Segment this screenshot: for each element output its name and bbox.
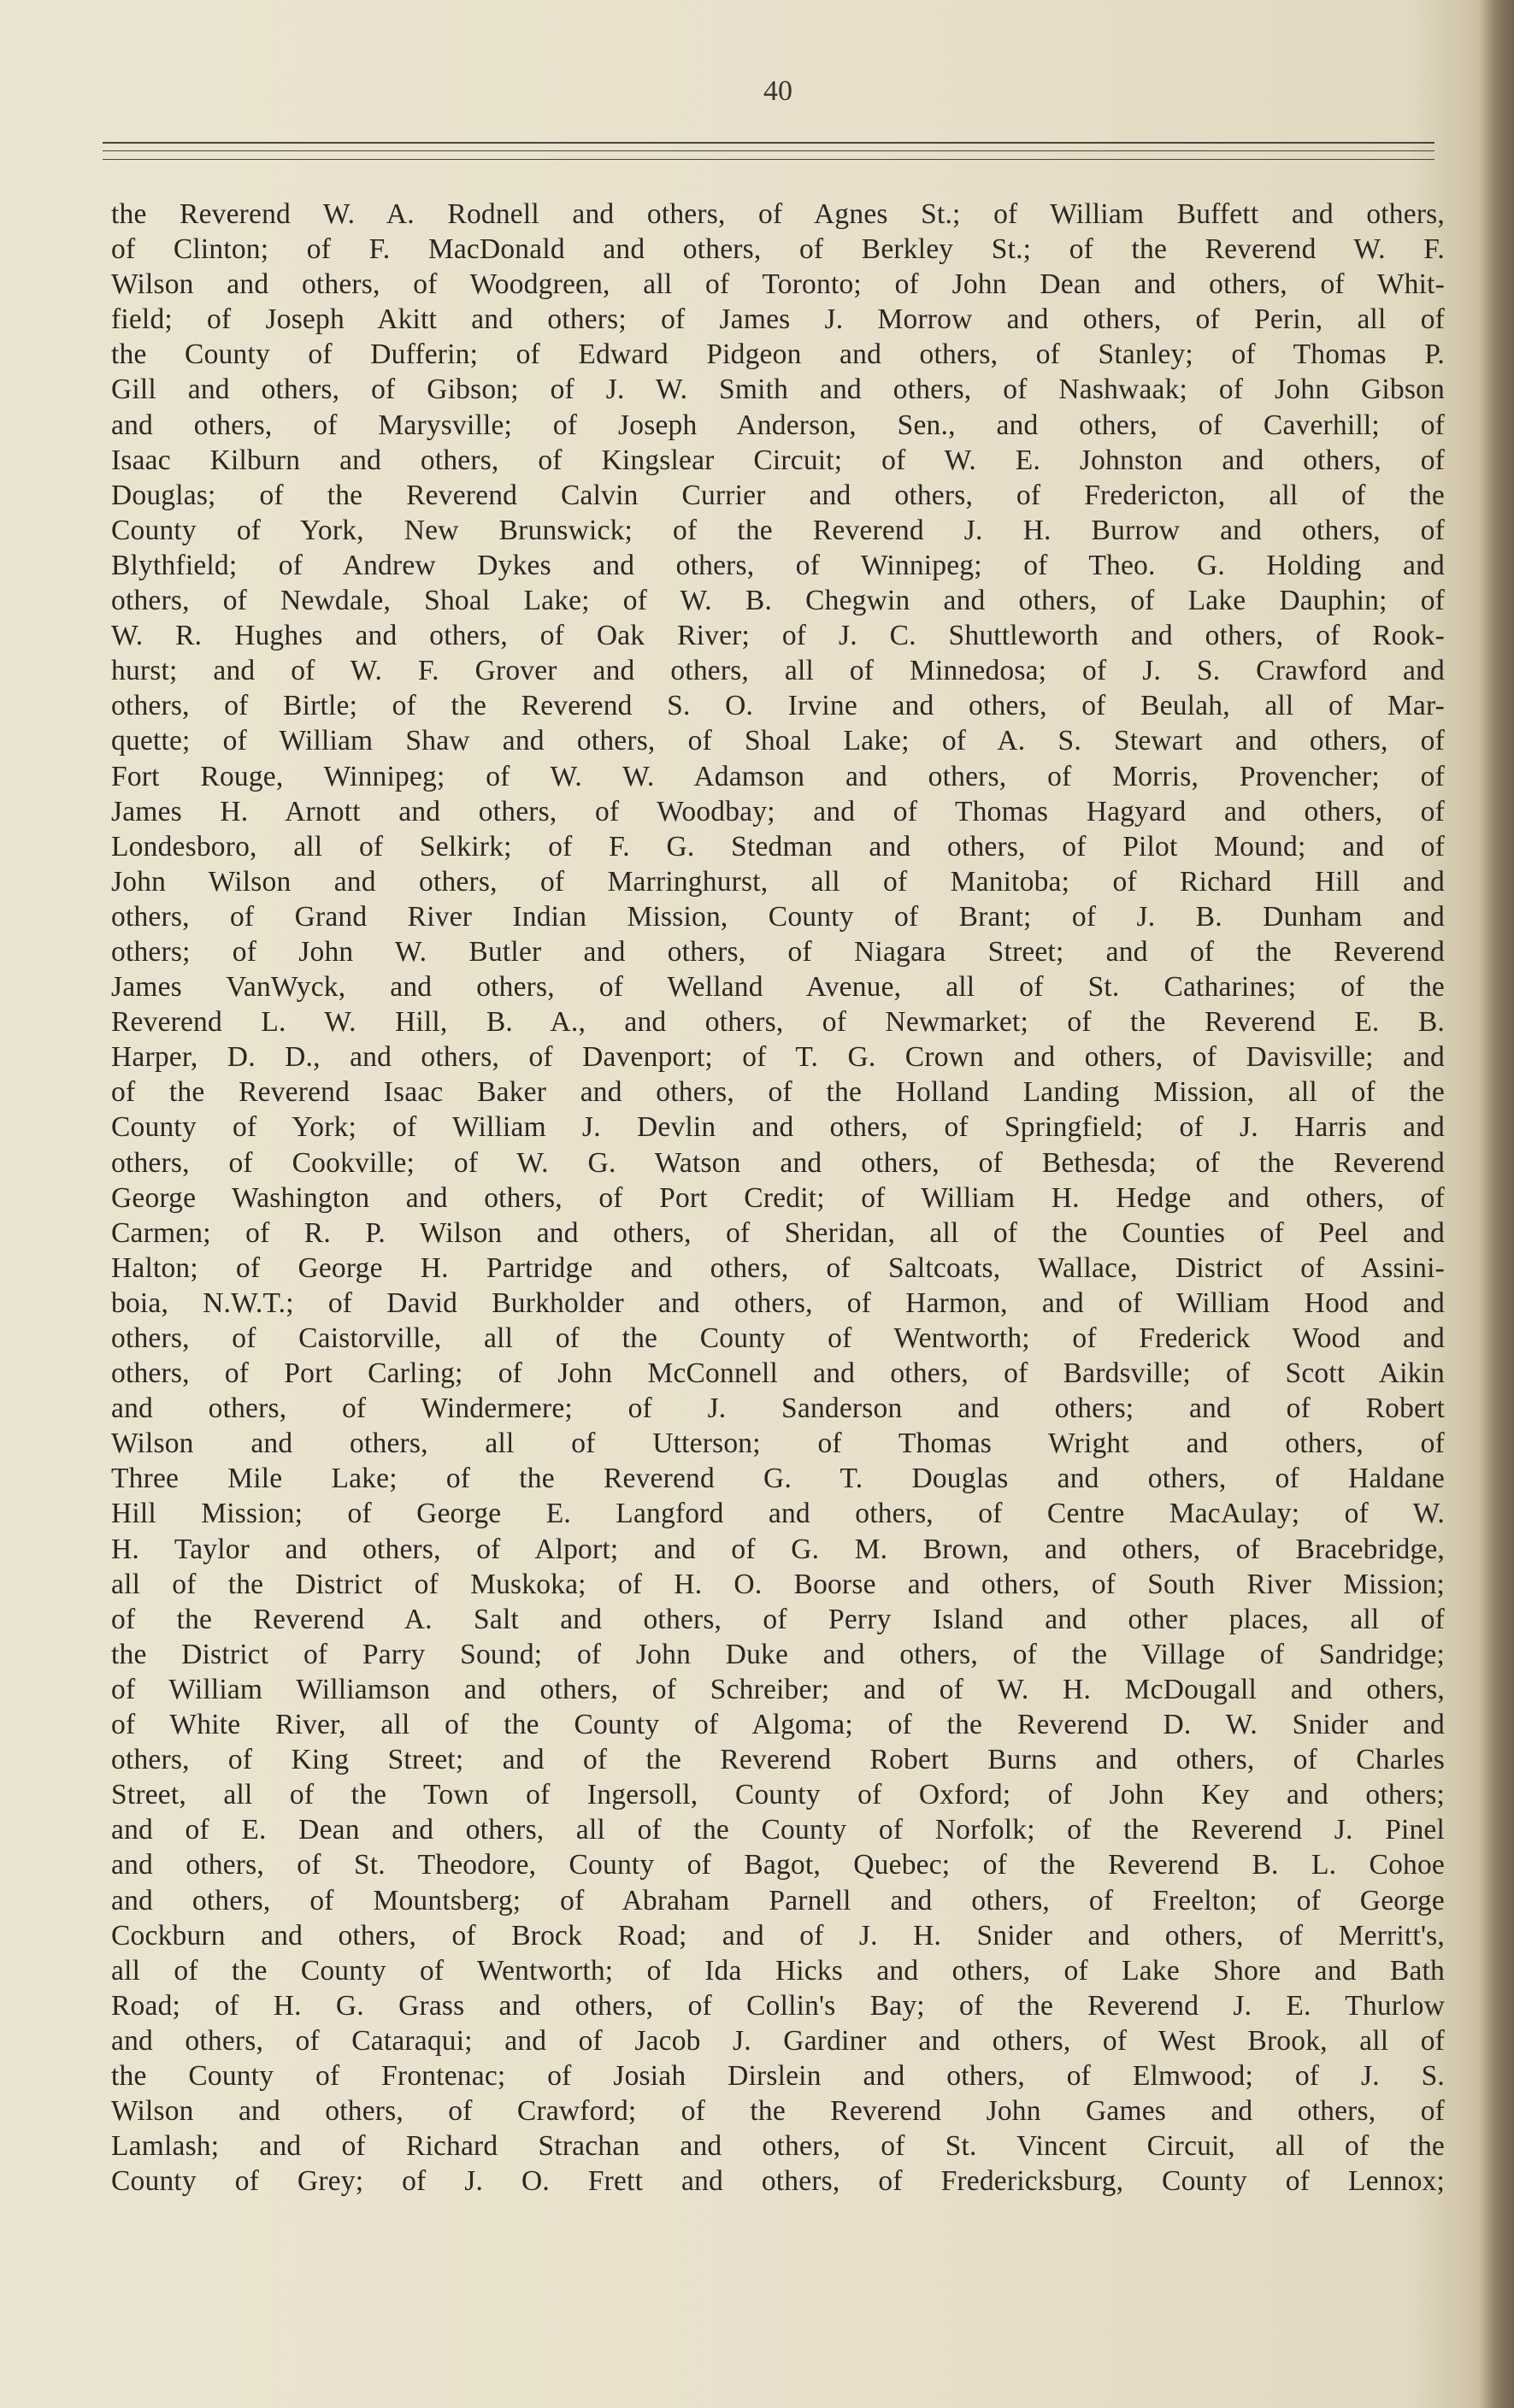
text-line: others, of Port Carling; of John McConnell and others, of Bardsville; of Scott Aikin bbox=[111, 1357, 1445, 1390]
text-line: W. R. Hughes and others, of Oak River; of J. C. Shuttleworth and others, of Rook- bbox=[111, 620, 1445, 652]
header-rule-top bbox=[103, 142, 1434, 144]
text-line: Street, all of the Town of Ingersoll, County of Oxford; of John Key and others; bbox=[111, 1779, 1445, 1811]
text-line: quette; of William Shaw and others, of Shoal Lake; of A. S. Stewart and others, of bbox=[111, 725, 1445, 757]
text-line: of the Reverend Isaac Baker and others, of the Holland Landing Mission, all of the bbox=[111, 1076, 1445, 1109]
text-line: Wilson and others, of Crawford; of the Reverend John Games and others, of bbox=[111, 2095, 1445, 2128]
text-line: the Reverend W. A. Rodnell and others, of Agnes St.; of William Buffett and others, bbox=[111, 198, 1445, 230]
text-line: of William Williamson and others, of Schreiber; and of W. H. McDougall and others, bbox=[111, 1673, 1445, 1705]
text-line: others, of Cookville; of W. G. Watson and others, of Bethesda; of the Reverend bbox=[111, 1146, 1445, 1179]
text-line: County of Grey; of J. O. Frett and others, of Fredericksburg, County of Lennox; bbox=[111, 2165, 1445, 2198]
text-line: Cockburn and others, of Brock Road; and of J. H. Snider and others, of Merritt's, bbox=[111, 1919, 1445, 1952]
text-line: and others, of Marysville; of Joseph Anderson, Sen., and others, of Caverhill; of bbox=[111, 409, 1445, 441]
text-line: and others, of Windermere; of J. Sanderson and others; and of Robert bbox=[111, 1392, 1445, 1425]
text-line: the County of Frontenac; of Josiah Dirslein and others, of Elmwood; of J. S. bbox=[111, 2059, 1445, 2092]
header-rule-bottom bbox=[103, 159, 1434, 160]
text-line: James VanWyck, and others, of Welland Avenue, all of St. Catharines; of the bbox=[111, 971, 1445, 1004]
text-line: H. Taylor and others, of Alport; and of G. M. Brown, and others, of Bracebridge, bbox=[111, 1533, 1445, 1565]
text-line: others, of Caistorville, all of the County of Wentworth; of Frederick Wood and bbox=[111, 1322, 1445, 1354]
text-line: and others, of St. Theodore, County of Bagot, Quebec; of the Reverend B. L. Cohoe bbox=[111, 1849, 1445, 1881]
text-line: Three Mile Lake; of the Reverend G. T. Douglas and others, of Haldane bbox=[111, 1463, 1445, 1495]
text-line: Lamlash; and of Richard Strachan and others, of St. Vincent Circuit, all of the bbox=[111, 2130, 1445, 2163]
text-line: Wilson and others, all of Utterson; of Thomas Wright and others, of bbox=[111, 1428, 1445, 1460]
text-line: Blythfield; of Andrew Dykes and others, of Winnipeg; of Theo. G. Holding and bbox=[111, 549, 1445, 581]
text-line: the County of Dufferin; of Edward Pidgeon and others, of Stanley; of Thomas P. bbox=[111, 339, 1445, 371]
text-line: and of E. Dean and others, all of the County of Norfolk; of the Reverend J. Pinel bbox=[111, 1814, 1445, 1846]
text-line: and others, of Cataraqui; and of Jacob J. Gardiner and others, of West Brook, all of bbox=[111, 2024, 1445, 2057]
text-line: Isaac Kilburn and others, of Kingslear Circuit; of W. E. Johnston and others, of bbox=[111, 444, 1445, 476]
text-line: Reverend L. W. Hill, B. A., and others, of Newmarket; of the Reverend E. B. bbox=[111, 1006, 1445, 1039]
text-line: hurst; and of W. F. Grover and others, all of Minnedosa; of J. S. Crawford and bbox=[111, 655, 1445, 687]
text-line: Carmen; of R. P. Wilson and others, of Sheridan, all of the Counties of Peel and bbox=[111, 1216, 1445, 1249]
text-line: and others, of Mountsberg; of Abraham Parnell and others, of Freelton; of George bbox=[111, 1884, 1445, 1916]
header-rule-middle bbox=[103, 150, 1434, 151]
text-line: others; of John W. Butler and others, of Niagara Street; and of the Reverend bbox=[111, 935, 1445, 968]
text-line: Londesboro, all of Selkirk; of F. G. Stedman and others, of Pilot Mound; and of bbox=[111, 830, 1445, 863]
text-line: of White River, all of the County of Algoma; of the Reverend D. W. Snider and bbox=[111, 1709, 1445, 1741]
text-line: others, of King Street; and of the Reverend Robert Burns and others, of Charles bbox=[111, 1744, 1445, 1776]
book-spine-shadow bbox=[1480, 0, 1514, 2408]
text-line: field; of Joseph Akitt and others; of James J. Morrow and others, of Perin, all of bbox=[111, 303, 1445, 336]
text-line: Wilson and others, of Woodgreen, all of Toronto; of John Dean and others, of Whit- bbox=[111, 268, 1445, 301]
text-line: others, of Birtle; of the Reverend S. O. Irvine and others, of Beulah, all of Mar- bbox=[111, 690, 1445, 722]
text-line: Halton; of George H. Partridge and others, of Saltcoats, Wallace, District of Assini- bbox=[111, 1251, 1445, 1284]
text-line: George Washington and others, of Port Credit; of William H. Hedge and others, of bbox=[111, 1181, 1445, 1214]
text-line: John Wilson and others, of Marringhurst, all of Manitoba; of Richard Hill and bbox=[111, 865, 1445, 898]
text-line: County of York; of William J. Devlin and others, of Springfield; of J. Harris and bbox=[111, 1111, 1445, 1144]
text-line: Harper, D. D., and others, of Davenport; of T. G. Crown and others, of Davisville; and bbox=[111, 1041, 1445, 1074]
text-line: Douglas; of the Reverend Calvin Currier and others, of Fredericton, all of the bbox=[111, 479, 1445, 511]
text-line: others, of Newdale, Shoal Lake; of W. B. Chegwin and others, of Lake Dauphin; of bbox=[111, 585, 1445, 617]
text-line: the District of Parry Sound; of John Duke and others, of the Village of Sandridge; bbox=[111, 1638, 1445, 1670]
text-line: all of the County of Wentworth; of Ida Hicks and others, of Lake Shore and Bath bbox=[111, 1954, 1445, 1987]
text-line: boia, N.W.T.; of David Burkholder and others, of Harmon, and of William Hood and bbox=[111, 1286, 1445, 1319]
text-line: of the Reverend A. Salt and others, of Perry Island and other places, all of bbox=[111, 1603, 1445, 1635]
text-line: all of the District of Muskoka; of H. O. Boorse and others, of South River Mission; bbox=[111, 1568, 1445, 1600]
text-line: James H. Arnott and others, of Woodbay; and of Thomas Hagyard and others, of bbox=[111, 795, 1445, 827]
text-line: others, of Grand River Indian Mission, County of Brant; of J. B. Dunham and bbox=[111, 900, 1445, 933]
body-text bbox=[111, 197, 1445, 2199]
text-line: Hill Mission; of George E. Langford and others, of Centre MacAulay; of W. bbox=[111, 1498, 1445, 1530]
text-line: of Clinton; of F. MacDonald and others, of Berkley St.; of the Reverend W. F. bbox=[111, 233, 1445, 266]
text-line: Fort Rouge, Winnipeg; of W. W. Adamson and others, of Morris, Provencher; of bbox=[111, 760, 1445, 792]
page-number: 40 bbox=[763, 75, 792, 107]
text-line: Gill and others, of Gibson; of J. W. Smith and others, of Nashwaak; of John Gibson bbox=[111, 374, 1445, 406]
text-line: County of York, New Brunswick; of the Reverend J. H. Burrow and others, of bbox=[111, 514, 1445, 546]
text-line: Road; of H. G. Grass and others, of Collin's Bay; of the Reverend J. E. Thurlow bbox=[111, 1989, 1445, 2022]
